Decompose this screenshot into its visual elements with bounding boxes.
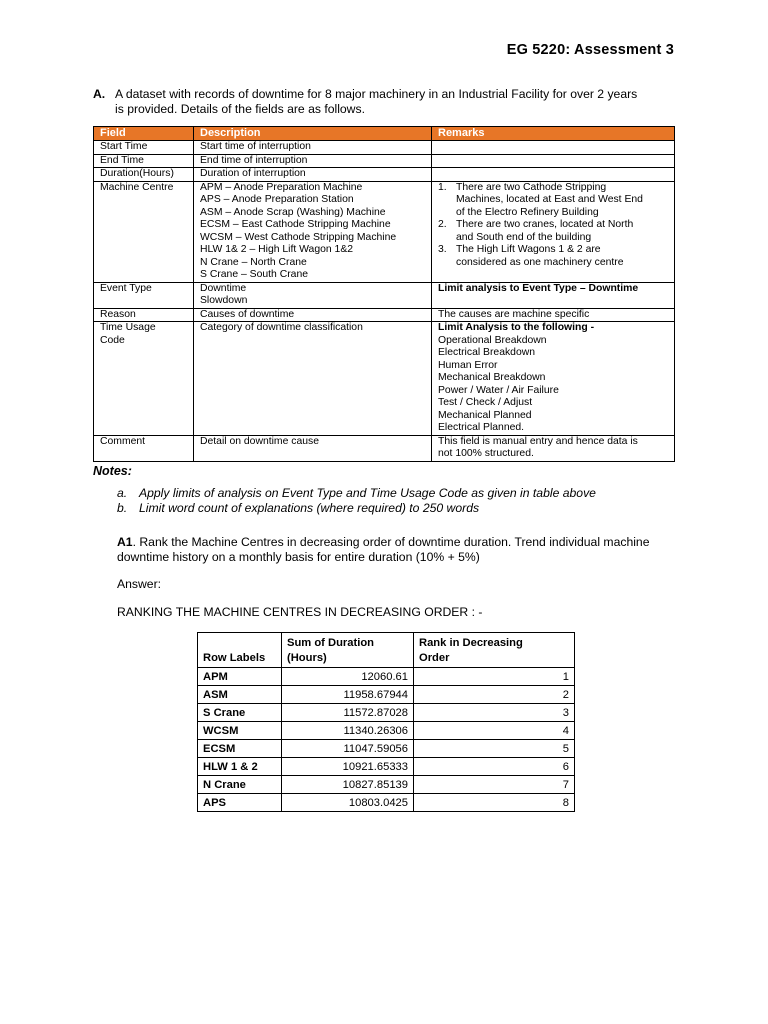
section-a-label: A. (93, 87, 106, 101)
table-row (94, 322, 675, 436)
remarks-heading: Limit Analysis to the following - (438, 322, 595, 333)
notes-heading: Notes: (93, 464, 132, 478)
column-header-rank (414, 633, 575, 668)
machine-name: HLW 1 & 2 (198, 758, 282, 776)
field-cell (94, 322, 194, 436)
table-row (198, 704, 575, 722)
list-number: 3. (438, 244, 447, 255)
column-header-sum (282, 633, 414, 668)
rank-value: 7 (414, 776, 575, 794)
remarks-cell (432, 181, 675, 282)
field-cell: Machine Centre (94, 181, 194, 282)
machine-name: WCSM (198, 722, 282, 740)
remarks-line: not 100% structured. (438, 448, 534, 459)
header-line: Order (419, 652, 450, 664)
table-row (94, 181, 675, 282)
list-number: 2. (438, 219, 447, 230)
remarks-line: considered as one machinery centre (456, 256, 624, 268)
duration-sum: 10921.65333 (282, 758, 414, 776)
machine-name: APS (198, 794, 282, 812)
document-header-title: EG 5220: Assessment 3 (506, 42, 674, 58)
remarks-cell: Limit analysis to Event Type – Downtime (432, 282, 675, 308)
field-cell: Event Type (94, 282, 194, 308)
question-a1 (117, 535, 687, 565)
description-line: ASM – Anode Scrap (Washing) Machine (200, 206, 386, 218)
rank-value: 4 (414, 722, 575, 740)
table-row (94, 435, 675, 461)
note-item (117, 501, 596, 516)
remarks-line: Machines, located at East and West End (456, 194, 643, 205)
fields-table-header (94, 127, 675, 141)
remarks-line: Mechanical Breakdown (438, 372, 546, 383)
description-line: WCSM – West Cathode Stripping Machine (200, 231, 397, 243)
rank-value: 1 (414, 668, 575, 686)
description-cell (194, 181, 432, 282)
duration-sum: 11572.87028 (282, 704, 414, 722)
duration-sum: 11340.26306 (282, 722, 414, 740)
rank-value: 3 (414, 704, 575, 722)
rank-value: 5 (414, 740, 575, 758)
description-cell: End time of interruption (194, 154, 432, 168)
answer-label: Answer: (117, 577, 162, 591)
table-row (198, 740, 575, 758)
column-header-description: Description (194, 127, 432, 141)
note-text: Apply limits of analysis on Event Type and Time Usage Code as given in table above (139, 486, 596, 500)
header-line: (Hours) (287, 652, 327, 664)
column-header-field: Field (94, 127, 194, 141)
ranking-table (197, 632, 575, 812)
table-row (94, 308, 675, 322)
field-cell: Duration(Hours) (94, 168, 194, 182)
table-row (94, 141, 675, 155)
column-header-row-labels: Row Labels (198, 633, 282, 668)
machine-name: ASM (198, 686, 282, 704)
remarks-list-item (438, 244, 674, 269)
rank-value: 6 (414, 758, 575, 776)
header-line: Sum of Duration (287, 637, 375, 649)
remarks-line: There are two cranes, located at North (456, 219, 634, 230)
description-cell: Detail on downtime cause (194, 435, 432, 461)
section-a-intro (93, 87, 683, 117)
table-row (198, 686, 575, 704)
question-a1-line-1: . Rank the Machine Centres in decreasing order of downtime duration. Trend individual machine (132, 535, 650, 549)
field-cell: Start Time (94, 141, 194, 155)
remarks-line: This field is manual entry and hence data is (438, 435, 638, 447)
fields-table (93, 126, 675, 462)
remarks-line: Operational Breakdown (438, 334, 547, 346)
remarks-line: Electrical Breakdown (438, 347, 536, 358)
remarks-line: and South end of the building (456, 231, 592, 243)
machine-name: N Crane (198, 776, 282, 794)
field-line: Time Usage (100, 322, 156, 333)
description-cell: Duration of interruption (194, 168, 432, 182)
duration-sum: 12060.61 (282, 668, 414, 686)
table-row (198, 794, 575, 812)
remarks-list-item (438, 219, 674, 244)
list-number: 1. (438, 181, 447, 193)
field-cell: Reason (94, 308, 194, 322)
remarks-line: Power / Water / Air Failure (438, 384, 559, 396)
machine-name: APM (198, 668, 282, 686)
description-cell: Category of downtime classification (194, 322, 432, 436)
table-row (94, 168, 675, 182)
description-cell: Causes of downtime (194, 308, 432, 322)
table-row (94, 154, 675, 168)
description-line: ECSM – East Cathode Stripping Machine (200, 219, 391, 230)
ranking-table-header (198, 633, 575, 668)
duration-sum: 10803.0425 (282, 794, 414, 812)
remarks-line: Electrical Planned. (438, 422, 525, 433)
description-line: APS – Anode Preparation Station (200, 194, 354, 205)
ranking-heading: RANKING THE MACHINE CENTRES IN DECREASING ORDER : - (117, 605, 483, 619)
description-cell (194, 282, 432, 308)
section-a-line-2: is provided. Details of the fields are as follows. (115, 102, 365, 116)
remarks-line: Test / Check / Adjust (438, 397, 533, 408)
description-line: Downtime (200, 282, 247, 294)
description-cell: Start time of interruption (194, 141, 432, 155)
section-a-line-1: A dataset with records of downtime for 8 major machinery in an Industrial Facility for over 2 years (115, 87, 638, 101)
remarks-cell (432, 141, 675, 155)
description-line: N Crane – North Crane (200, 256, 307, 268)
question-a1-label: A1 (117, 535, 133, 549)
duration-sum: 11958.67944 (282, 686, 414, 704)
remarks-line: There are two Cathode Stripping (456, 181, 607, 193)
rank-value: 2 (414, 686, 575, 704)
field-cell: Comment (94, 435, 194, 461)
table-row (198, 668, 575, 686)
remarks-list (438, 182, 674, 270)
field-line: Code (100, 334, 125, 346)
header-line: Rank in Decreasing (419, 637, 523, 649)
remarks-line: The High Lift Wagons 1 & 2 are (456, 244, 601, 255)
duration-sum: 10827.85139 (282, 776, 414, 794)
note-text: Limit word count of explanations (where required) to 250 words (139, 500, 480, 515)
remarks-cell (432, 435, 675, 461)
note-item (117, 486, 596, 501)
remarks-line: Mechanical Planned (438, 409, 532, 421)
remarks-line: of the Electro Refinery Building (456, 206, 599, 218)
table-row (198, 722, 575, 740)
description-line: HLW 1& 2 – High Lift Wagon 1&2 (200, 244, 354, 255)
remarks-cell: The causes are machine specific (432, 308, 675, 322)
description-line: S Crane – South Crane (200, 269, 309, 280)
description-line: Slowdown (200, 295, 248, 306)
machine-name: S Crane (198, 704, 282, 722)
notes-list (117, 486, 596, 515)
remarks-list-item (438, 182, 674, 220)
remarks-cell (432, 154, 675, 168)
note-letter: b. (117, 500, 128, 515)
question-a1-line-2: downtime history on a monthly basis for entire duration (10% + 5%) (117, 550, 480, 564)
remarks-line: Human Error (438, 359, 498, 371)
table-row (94, 282, 675, 308)
machine-name: ECSM (198, 740, 282, 758)
note-letter: a. (117, 486, 128, 500)
remarks-cell (432, 168, 675, 182)
description-line: APM – Anode Preparation Machine (200, 181, 363, 193)
remarks-cell (432, 322, 675, 436)
duration-sum: 11047.59056 (282, 740, 414, 758)
table-row (198, 776, 575, 794)
column-header-remarks: Remarks (432, 127, 675, 141)
table-row (198, 758, 575, 776)
rank-value: 8 (414, 794, 575, 812)
field-cell: End Time (94, 154, 194, 168)
